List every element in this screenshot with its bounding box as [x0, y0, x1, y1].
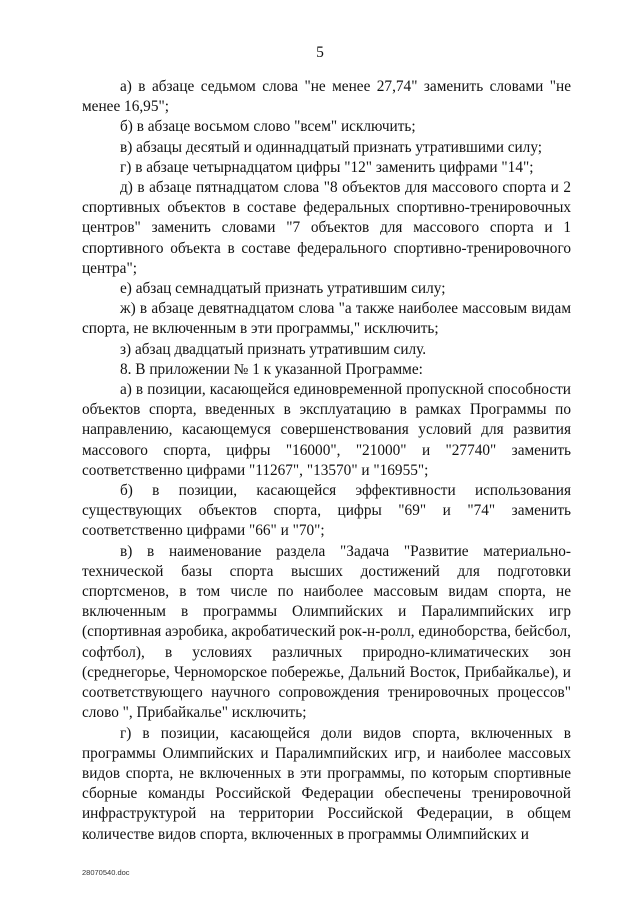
paragraph: б) в абзаце восьмом слово "всем" исключить; — [120, 118, 416, 136]
paragraph: в) в наименование раздела "Задача "Развитие материально-технической базы спорта высших достижений для подготовки спортсменов, в том числе по наиболее массовым видам спорта, не включенным в программы Олимпийских и Паралимпийских игр (спортивная аэробика, акробатический рок-н-ролл, единоборства, бейсбол, софтбол), в условиях различных природно-климатических зон (среднегорье, Черноморское побережье, Дальний Восток, Прибайкалье), и соответствующего научного сопровождения тренировочных процессов" слово ", Прибайкалье" исключить; — [82, 542, 571, 722]
page-number: 5 — [316, 44, 324, 61]
paragraph: а) в абзаце седьмом слова "не менее 27,74" заменить словами "не менее 16,95"; — [82, 78, 571, 116]
paragraph: 8. В приложении № 1 к указанной Программе: — [120, 360, 423, 378]
paragraph: а) в позиции, касающейся единовременной пропускной способности объектов спорта, введенных в эксплуатацию в рамках Программы по направлению, касающемуся совершенствования условий для развития массового спорта, цифры "16000", "21000" и "27740" заменить соответственно цифрами "11267", "13570" и "16955"; — [82, 381, 571, 479]
paragraph: б) в позиции, касающейся эффективности использования существующих объектов спорта, цифры "69" и "74" заменить соответственно цифрами "66" и "70"; — [82, 482, 571, 540]
paragraph: з) абзац двадцатый признать утратившим силу. — [120, 340, 427, 358]
paragraph: г) в абзаце четырнадцатом цифры "12" заменить цифрами "14"; — [120, 158, 534, 176]
document-body — [82, 77, 571, 845]
paragraph: в) абзацы десятый и одиннадцатый признать утратившими силу; — [120, 138, 543, 156]
paragraph: д) в абзаце пятнадцатом слова "8 объектов для массового спорта и 2 спортивных объектов в составе федеральных спортивно-тренировочных центров" заменить словами "7 объектов для массового спорта и 1 спортивного объекта в составе федерального спортивно-тренировочного центра"; — [82, 179, 571, 277]
paragraph: ж) в абзаце девятнадцатом слова "а также наиболее массовым видам спорта, не включенным в эти программы," исключить; — [82, 300, 571, 338]
file-name-footer: 28070540.doc — [82, 868, 130, 877]
paragraph: г) в позиции, касающейся доли видов спорта, включенных в программы Олимпийских и Паралимпийских игр, и наиболее массовых видов спорта, не включенных в эти программы, по которым спортивные сборные команды Российской Федерации обеспечены тренировочной инфраструктурой на территории Российской Федерации, в общем количестве видов спорта, включенных в программы Олимпийских и — [82, 724, 571, 843]
paragraph: е) абзац семнадцатый признать утратившим силу; — [120, 280, 446, 298]
